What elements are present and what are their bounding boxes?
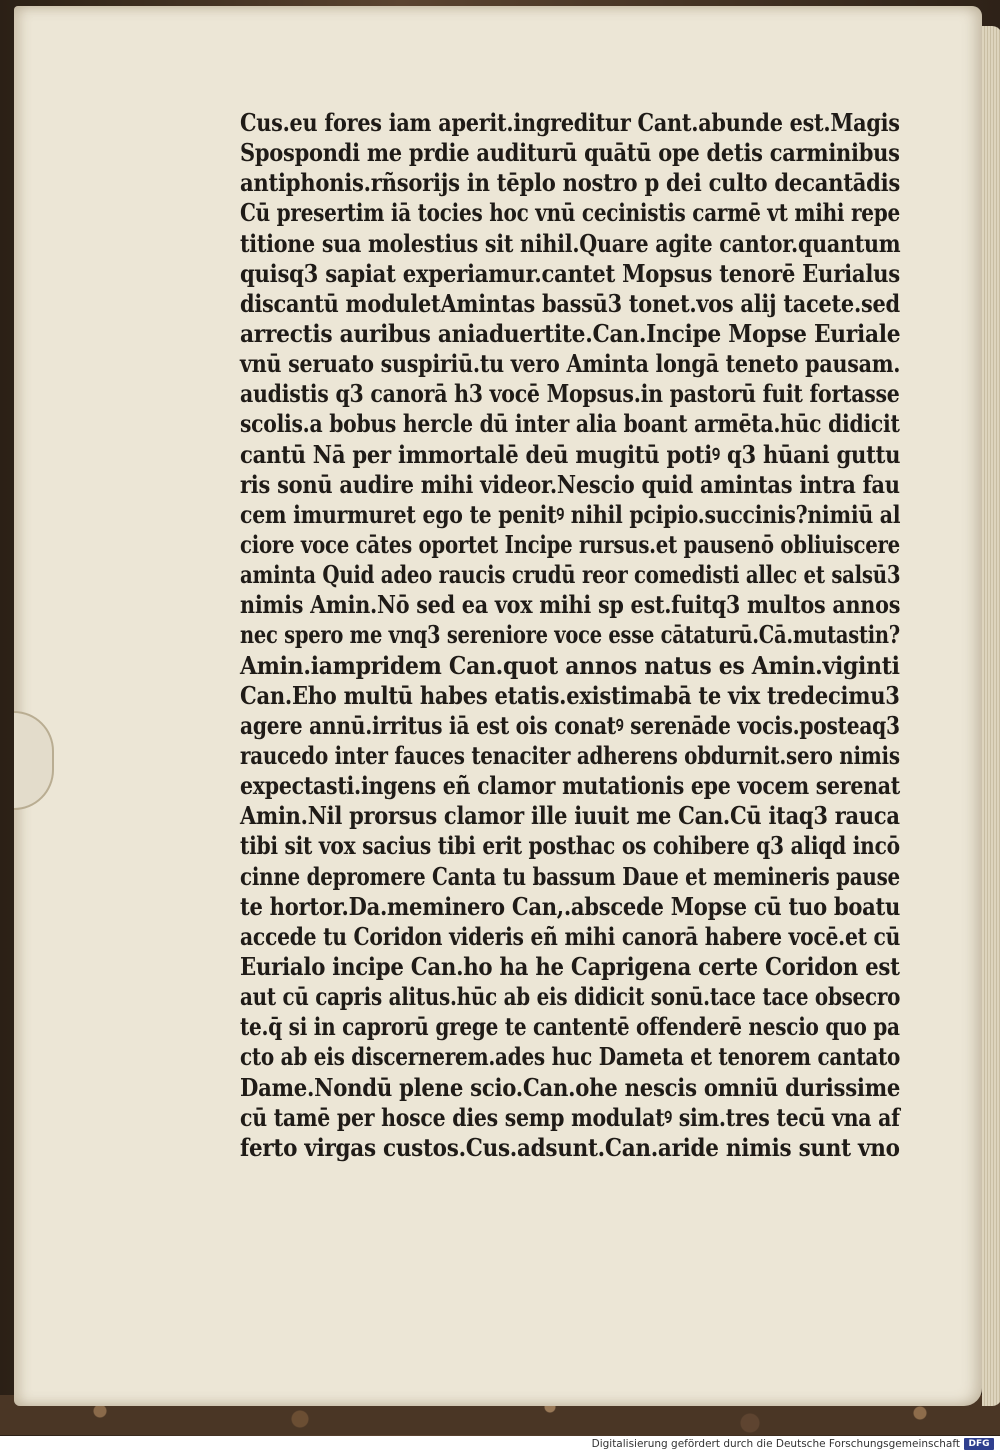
text-line: te hortor.Da.meminero Can,.abscede Mopse cū tuo boatu xyxy=(240,891,901,921)
text-line: discantū moduletAmintas bassū3 tonet.vos alij tacete.sed xyxy=(240,288,900,318)
text-line: tibi sit vox sacius tibi erit posthac os cohibere q3 aliqd incō xyxy=(240,831,900,861)
text-line: vnū seruato suspiriū.tu vero Aminta longā teneto pausam. xyxy=(240,349,901,379)
text-line: cū tamē per hosce dies semp modulatꝰ sim.tres tecū vna af xyxy=(240,1102,900,1132)
clasp-tab xyxy=(14,711,54,810)
text-line: agere annū.irritus iā est ois conatꝰ serenāde vocis.posteaq3 xyxy=(240,710,900,740)
text-line: Dame.Nondū plene scio.Can.ohe nescis omniū durissime xyxy=(240,1072,901,1102)
text-line: Can.Eho multū habes etatis.existimabā te vix tredecimu3 xyxy=(240,680,900,710)
text-line: audistis q3 canorā h3 vocē Mopsus.in pastorū fuit fortasse xyxy=(240,379,900,409)
text-line: accede tu Coridon videris eñ mihi canorā habere vocē.et cū xyxy=(240,921,901,951)
text-line: quisq3 sapiat experiamur.cantet Mopsus tenorē Eurialus xyxy=(240,258,900,288)
text-line: ris sonū audire mihi videor.Nescio quid amintas intra fau xyxy=(240,469,900,499)
printed-text-block xyxy=(240,108,900,1163)
text-line: cinne depromere Canta tu bassum Daue et memineris pause xyxy=(240,861,900,891)
text-line: arrectis auribus aniaduertite.Can.Incipe Mopse Euriale xyxy=(240,318,901,348)
text-line: Amin.iampridem Can.quot annos natus es Amin.viginti xyxy=(240,650,900,680)
dfg-logo: DFG xyxy=(964,1438,994,1450)
text-line: Cū presertim iā tocies hoc vnū cecinistis carmē vt mihi repe xyxy=(240,198,900,228)
text-line: ferto virgas custos.Cus.adsunt.Can.aride nimis sunt vno xyxy=(240,1132,900,1162)
text-line: antiphonis.rñsorijs in tēplo nostro p dei culto decantādis xyxy=(240,168,901,198)
text-line: cantū Nā per immortalē deū mugitū potiꝰ q3 hūani guttu xyxy=(240,439,901,469)
text-line: nimis Amin.Nō sed ea vox mihi sp est.fuitq3 multos annos xyxy=(240,590,901,620)
text-line: ciore voce cātes oportet Incipe rursus.et pausenō obliuiscere xyxy=(240,529,900,559)
text-line: titione sua molestius sit nihil.Quare agite cantor.quantum xyxy=(240,228,901,258)
text-line: Cus.eu fores iam aperit.ingreditur Cant.abunde est.Magis xyxy=(240,108,900,137)
text-line: cto ab eis discernerem.ades huc Dameta et tenorem cantato xyxy=(240,1042,901,1072)
text-line: cem imurmuret ego te penitꝰ nihil pcipio.succinis?nimiū al xyxy=(240,499,901,529)
text-line: Eurialo incipe Can.ho ha he Caprigena certe Coridon est xyxy=(240,951,900,981)
digitization-footer xyxy=(0,1436,1000,1452)
text-line: te.q̄ si in caprorū grege te cantentē offenderē nescio quo pa xyxy=(240,1012,900,1042)
text-line: aminta Quid adeo raucis crudū reor comedisti allec et salsū3 xyxy=(240,560,901,590)
text-line: Spospondi me prdie auditurū quātū ope detis carminibus xyxy=(240,138,900,168)
text-line: scolis.a bobus hercle dū inter alia boant armēta.hūc didicit xyxy=(240,409,900,439)
text-line: nec spero me vnq3 sereniore voce esse cātaturū.Cā.mutastin? xyxy=(240,620,900,650)
funding-credit: Digitalisierung gefördert durch die Deutsche Forschungsgemeinschaft xyxy=(591,1438,960,1450)
text-line: aut cū capris alitus.hūc ab eis didicit sonū.tace tace obsecro xyxy=(240,982,901,1012)
text-line: raucedo inter fauces tenaciter adherens obdurnit.sero nimis xyxy=(240,740,900,770)
text-line: expectasti.ingens eñ clamor mutationis epe vocem serenat xyxy=(240,771,901,801)
text-line: Amin.Nil prorsus clamor ille iuuit me Can.Cū itaq3 rauca xyxy=(240,801,900,831)
page-stack-edge xyxy=(982,26,1000,1406)
